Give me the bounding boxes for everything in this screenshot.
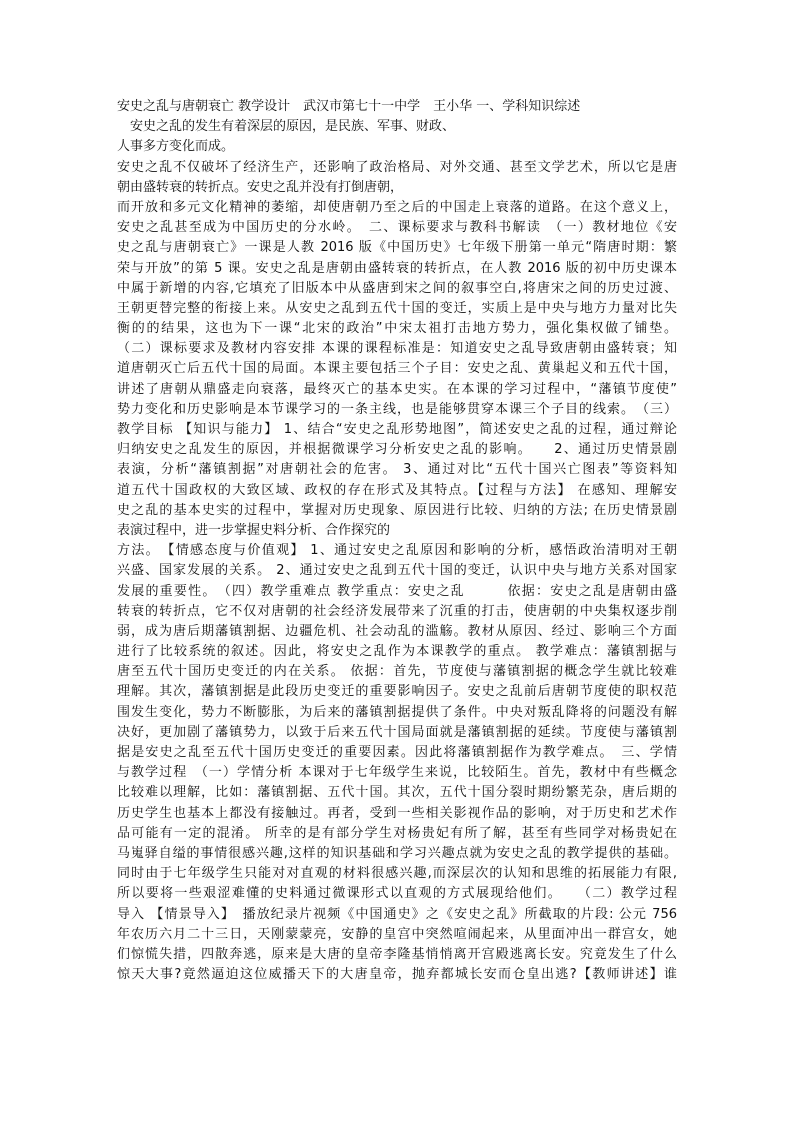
text-line: 兴盛、国家发展的关系。 2、通过安史之乱到五代十国的变迁，认识中央与地方关系对国家 bbox=[117, 563, 677, 579]
text-line: 年农历六月二十三日，天刚蒙蒙亮，安静的皇宫中突然喧闹起来，从里面冲出一群宫女，她 bbox=[117, 926, 677, 942]
text-line: 同时由于七年级学生只能对对直观的材料很感兴趣,而深层次的认知和思维的拓展能力有限, bbox=[117, 866, 677, 882]
text-line: 发展的重要性。 （四）教学重难点 教学重点：安史之乱 依据：安史之乱是唐朝由盛 bbox=[117, 583, 677, 599]
text-line: （二）课标要求及教材内容安排 本课的课程标准是：知道安史之乱导致唐朝由盛转衰；知 bbox=[117, 341, 677, 357]
text-line: 势力变化和历史影响是本节课学习的一条主线，也是能够贯穿本课三个子目的线索。 （三） bbox=[117, 401, 677, 417]
text-line: 唐至五代十国历史变迁的内在关系。 依据：首先，节度使与藩镇割据的概念学生就比较难 bbox=[117, 664, 677, 680]
text-line: 安史之乱甚至成为中国历史的分水岭。 二、课标要求与教科书解读 （一）教材地位《安 bbox=[117, 220, 677, 236]
text-line: 史之乱与唐朝衰亡》一课是人教 2016 版《中国历史》七年级下册第一单元“隋唐时期：繁 bbox=[117, 240, 677, 256]
text-line: 决好，更加剧了藩镇势力，以致于后来五代十国局面就是藩镇割据的延续。节度使与藩镇割 bbox=[117, 724, 677, 740]
text-line: 与教学过程 （一）学情分析 本课对于七年级学生来说，比较陌生。首先，教材中有些概念 bbox=[117, 765, 677, 781]
text-line: 道唐朝灭亡后五代十国的局面。本课主要包括三个子目：安史之乱、黄巢起义和五代十国， bbox=[117, 361, 677, 377]
text-line: 进行了比较系统的叙述。因此，将安史之乱作为本课教学的重点。 教学难点：藩镇割据与 bbox=[117, 644, 677, 660]
text-line: 理解。其次，藩镇割据是此段历史变迁的重要影响因子。安史之乱前后唐朝节度使的职权范 bbox=[117, 684, 677, 700]
text-line: 们惊慌失措，四散奔逃，原来是大唐的皇帝李隆基悄悄离开宫殿逃离长安。究竟发生了什么 bbox=[117, 946, 677, 962]
text-line: 比较难以理解，比如：藩镇割据、五代十国。其次，五代十国分裂时期纷繁芜杂，唐后期的 bbox=[117, 785, 677, 801]
text-line: 据是安史之乱至五代十国历史变迁的重要因素。因此将藩镇割据作为教学难点。 三、学情 bbox=[117, 745, 677, 760]
text-line: 弱，成为唐后期藩镇割据、边疆危机、社会动乱的滥觞。教材从原因、经过、影响三个方面 bbox=[117, 623, 677, 639]
text-line: 历史学生也基本上都没有接触过。再者，受到一些相关影视作品的影响，对于历史和艺术作 bbox=[117, 805, 677, 821]
text-line: 惊天大事?竟然逼迫这位威播天下的大唐皇帝，抛弃都城长安而仓皇出逃?【教师讲述】谁 bbox=[117, 967, 677, 983]
text-line: 人事多方变化而成。 bbox=[117, 139, 235, 155]
text-line: 安史之乱与唐朝衰亡 教学设计 武汉市第七十一中学 王小华 一、学科知识综述 bbox=[117, 99, 581, 114]
text-line: 转衰的转折点，它不仅对唐朝的社会经济发展带来了沉重的打击，使唐朝的中央集权逐步削 bbox=[117, 603, 677, 619]
text-line: 王朝更替完整的衔接上来。从安史之乱到五代十国的变迁，实质上是中央与地方力量对比失 bbox=[117, 300, 677, 316]
text-line: 品可能有一定的混淆。 所幸的是有部分学生对杨贵妃有所了解，甚至有些同学对杨贵妃在 bbox=[117, 825, 677, 841]
text-line: 安史之乱的发生有着深层的原因，是民族、军事、财政、 bbox=[117, 119, 456, 135]
text-line: 荣与开放”的第 5 课。安史之乱是唐朝由盛转衰的转折点，在人教 2016 版的初中历史课本 bbox=[117, 260, 677, 276]
text-line: 朝由盛转衰的转折点。安史之乱并没有打倒唐朝， bbox=[117, 179, 404, 195]
text-line: 表演过程中，进一步掌握史料分析、合作探究的 bbox=[117, 522, 391, 538]
text-line: 中属于新增的内容,它填充了旧版本中从盛唐到宋之间的叙事空白,将唐宋之间的历史过渡、 bbox=[117, 280, 677, 296]
text-line: 方法。 【情感态度与价值观】 1、通过安史之乱原因和影响的分析，感悟政治清明对王朝 bbox=[117, 543, 677, 559]
text-line: 讲述了唐朝从鼎盛走向衰落，最终灭亡的基本史实。在本课的学习过程中，“藩镇节度使” bbox=[117, 381, 677, 397]
text-line: 导入 【情景导入】 播放纪录片视频《中国通史》之《安史之乱》所截取的片段: 公元 756 bbox=[117, 906, 677, 922]
text-line: 所以要将一些艰涩难懂的史料通过微课形式以直观的方式展现给他们。 （二）教学过程 bbox=[117, 886, 677, 902]
document-body bbox=[117, 97, 677, 985]
text-line: 围发生变化，势力不断膨胀，为后来的藩镇割据提供了条件。中央对叛乱降将的问题没有解 bbox=[117, 704, 677, 720]
text-line: 马嵬驿自缢的事情很感兴趣,这样的知识基础和学习兴趣点就为安史之乱的教学提供的基础。 bbox=[117, 845, 677, 861]
text-line: 表演，分析“藩镇割据”对唐朝社会的危害。 3、通过对比“五代十国兴亡图表”等资料知 bbox=[117, 462, 677, 478]
text-line: 归纳安史之乱发生的原因，并根据微课学习分析安史之乱的影响。 2、通过历史情景剧 bbox=[117, 442, 677, 458]
text-line: 衡的的结果，这也为下一课“北宋的政治”中宋太祖打击地方势力，强化集权做了铺垫。 bbox=[117, 321, 677, 337]
text-line: 而开放和多元文化精神的萎缩，却使唐朝乃至之后的中国走上衰落的道路。在这个意义上， bbox=[117, 199, 677, 215]
text-line: 教学目标 【知识与能力】 1、结合“安史之乱形势地图”，简述安史之乱的过程，通过辩论 bbox=[117, 422, 677, 437]
text-line: 安史之乱不仅破坏了经济生产，还影响了政治格局、对外交通、甚至文学艺术，所以它是唐 bbox=[117, 159, 677, 175]
text-line: 史之乱的基本史实的过程中，掌握对历史现象、原因进行比较、归纳的方法; 在历史情景剧 bbox=[117, 502, 677, 518]
text-line: 道五代十国政权的大致区域、政权的存在形式及其特点。【过程与方法】 在感知、理解安 bbox=[117, 482, 677, 498]
